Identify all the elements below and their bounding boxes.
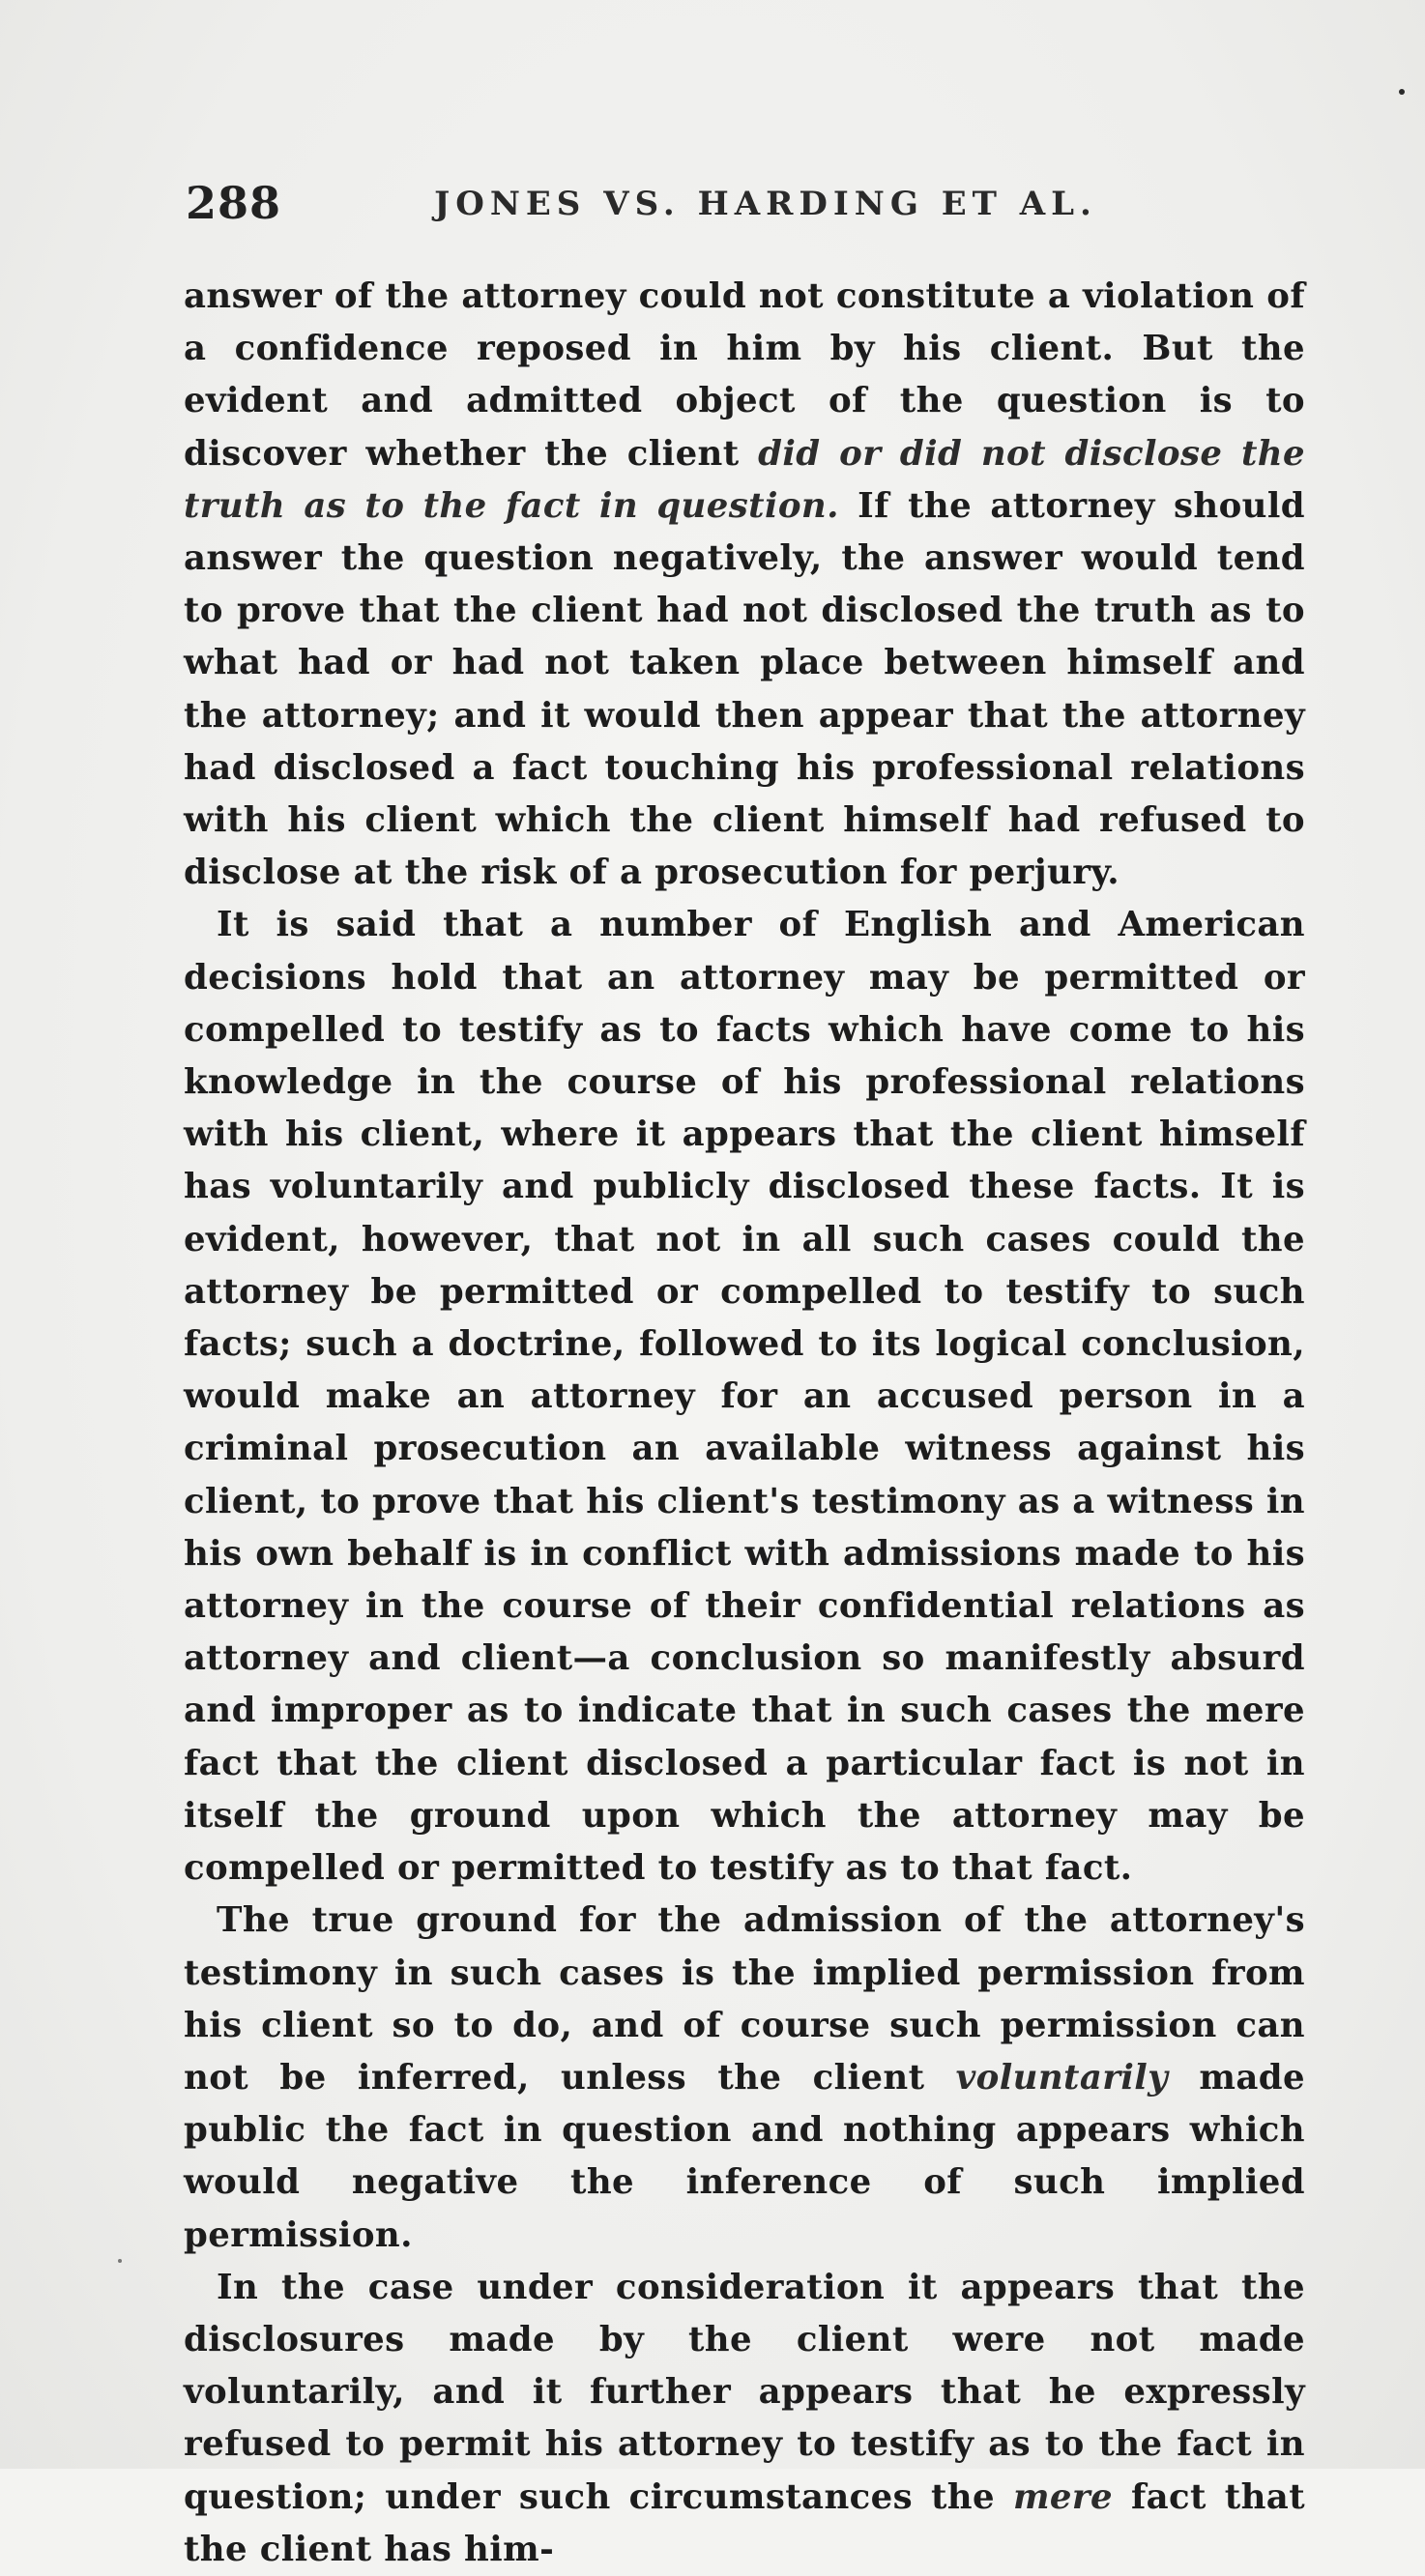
paragraph-3-text-b: made public the fact in question and nothing appears which would negative the inference of such implied permission. bbox=[184, 2057, 1305, 2255]
paragraph-4 bbox=[184, 2262, 1305, 2576]
page-number: 288 bbox=[186, 177, 282, 229]
paragraph-1 bbox=[184, 271, 1305, 899]
paragraph-3 bbox=[184, 1895, 1305, 2261]
paragraph-1-text-b: If the attorney should answer the question negatively, the answer would tend to prove that the client had not disclosed the truth as to what had or had not taken place between himself and the attorney; and it would then appear that the attorney had disclosed a fact touching his professional relations with his client which the client himself had refused to disclose at the risk of a prosecution for perjury. bbox=[184, 485, 1305, 893]
paragraph-3-text-a: The true ground for the admission of the attorney's testimony in such cases is the implied permission from his client so to do, and of course such permission can not be inferred, unless the client bbox=[184, 1900, 1305, 2098]
paragraph-1-italic: did or did not disclose the truth as to the fact in question. bbox=[184, 433, 1305, 526]
scan-speck-top-right bbox=[1399, 89, 1405, 95]
paragraph-2: It is said that a number of English and American decisions hold that an attorney may be permitted or compelled to testify as to facts which have come to his knowledge in the course of his professional relations with his client, where it appears that the client himself has voluntarily and publicly disclosed these facts. It is evident, however, that not in all such cases could the attorney be permitted or compelled to testify to such facts; such a doctrine, followed to its logical conclusion, would make an attorney for an accused person in a criminal prosecution an available witness against his client, to prove that his client's testimony as a witness in his own behalf is in conflict with admissions made to his attorney in the course of their confidential relations as attorney and client—a conclusion so manifestly absurd and improper as to indicate that in such cases the mere fact that the client disclosed a particular fact is not in itself the ground upon which the attorney may be compelled or permitted to testify as to that fact. bbox=[184, 905, 1305, 1889]
paragraph-1-text-a: answer of the attorney could not constitute a violation of a confidence reposed in him by his client. But the evident and admitted object of the question is to discover whether the client bbox=[184, 276, 1305, 474]
scan-speck-bottom-left bbox=[118, 2259, 122, 2263]
body-text bbox=[184, 271, 1305, 2576]
paragraph-4-text-b: fact that the client has him- bbox=[184, 2476, 1305, 2569]
paragraph-3-italic: voluntarily bbox=[955, 2057, 1169, 2098]
page-header bbox=[186, 177, 1307, 235]
paragraph-4-text-a: In the case under consideration it appears that the disclosures made by the client were not made voluntarily, and it further appears that he expressly refused to permit his attorney to testify as to the fact in question; under such circumstances the bbox=[184, 2267, 1305, 2517]
running-head: JONES VS. HARDING ET AL. bbox=[434, 185, 1097, 223]
paragraph-4-italic: mere bbox=[1012, 2476, 1113, 2517]
